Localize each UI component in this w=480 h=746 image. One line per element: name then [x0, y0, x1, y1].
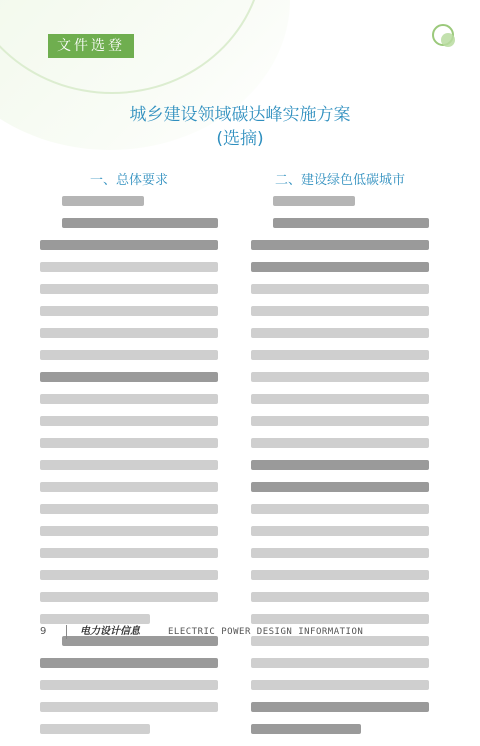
- journal-name-en: ELECTRIC POWER DESIGN INFORMATION: [168, 627, 364, 637]
- footer-divider: [66, 625, 67, 639]
- section-banner: 文件选登: [48, 34, 134, 58]
- left-column: [40, 172, 218, 746]
- page-number: 9: [40, 626, 47, 637]
- journal-name-cn: 电力设计信息: [80, 626, 140, 637]
- right-column-heading: 二、建设绿色低碳城市: [274, 173, 405, 188]
- left-column-body-placeholder: [40, 196, 218, 734]
- decorative-dot-icon: [441, 33, 455, 47]
- page-footer: [40, 624, 440, 640]
- document-title: 城乡建设领域碳达峰实施方案: [129, 105, 351, 125]
- document-subtitle: (选摘): [216, 129, 264, 149]
- right-column: [251, 172, 429, 746]
- right-column-body-placeholder: [251, 196, 429, 734]
- left-column-heading: 一、总体要求: [89, 173, 168, 188]
